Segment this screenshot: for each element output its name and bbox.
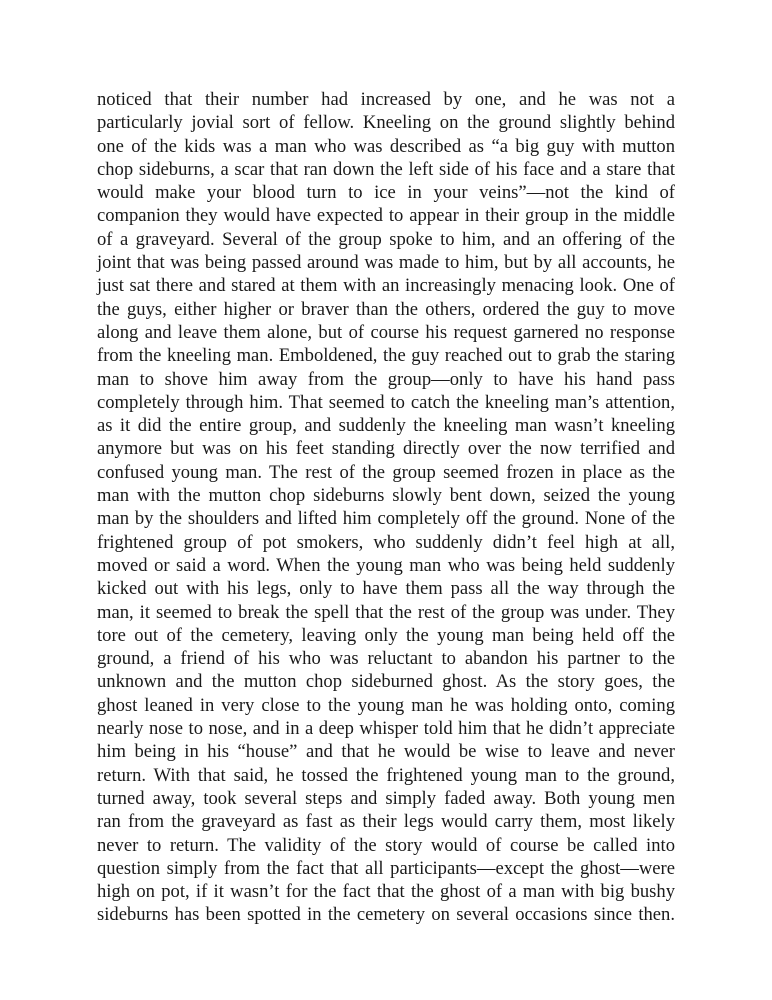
text-line: of a graveyard. Several of the group spoke to him, and an offering of the [97, 228, 675, 250]
text-line: along and leave them alone, but of course his request garnered no response [97, 321, 675, 343]
text-line: man, it seemed to break the spell that the rest of the group was under. They [97, 601, 675, 623]
text-line: ground, a friend of his who was reluctant to abandon his partner to the [97, 648, 675, 670]
text-line: just sat there and stared at them with an increasingly menacing look. One of [97, 275, 675, 297]
text-line: man by the shoulders and lifted him completely off the ground. None of the [97, 508, 675, 530]
text-line: ghost leaned in very close to the young man he was holding onto, coming [97, 694, 675, 716]
text-line: tore out of the cemetery, leaving only the young man being held off the [97, 624, 675, 646]
body-text [97, 88, 675, 927]
text-line: nearly nose to nose, and in a deep whisper told him that he didn’t appreciate [97, 718, 675, 740]
text-line: him being in his “house” and that he would be wise to leave and never [97, 741, 675, 763]
text-line: joint that was being passed around was made to him, but by all accounts, he [97, 252, 675, 274]
text-line: ran from the graveyard as fast as their legs would carry them, most likely [97, 811, 675, 833]
text-line: as it did the entire group, and suddenly the kneeling man wasn’t kneeling [97, 415, 675, 437]
text-line: completely through him. That seemed to catch the kneeling man’s attention, [97, 391, 675, 413]
text-line: kicked out with his legs, only to have them pass all the way through the [97, 578, 675, 600]
text-line: chop sideburns, a scar that ran down the left side of his face and a stare that [97, 158, 675, 180]
text-line: high on pot, if it wasn’t for the fact that the ghost of a man with big bushy [97, 881, 675, 903]
text-line: man with the mutton chop sideburns slowly bent down, seized the young [97, 485, 675, 507]
text-line: anymore but was on his feet standing directly over the now terrified and [97, 438, 675, 460]
text-line: the guys, either higher or braver than the others, ordered the guy to move [97, 298, 675, 320]
text-line: turned away, took several steps and simply faded away. Both young men [97, 787, 675, 809]
text-line: companion they would have expected to appear in their group in the middle [97, 205, 675, 227]
text-line: confused young man. The rest of the group seemed frozen in place as the [97, 461, 675, 483]
text-line: from the kneeling man. Emboldened, the guy reached out to grab the staring [97, 345, 675, 367]
text-line: sideburns has been spotted in the cemetery on several occasions since then. [97, 904, 675, 926]
text-line: return. With that said, he tossed the frightened young man to the ground, [97, 764, 675, 786]
text-line: particularly jovial sort of fellow. Kneeling on the ground slightly behind [97, 112, 675, 134]
text-line: man to shove him away from the group—only to have his hand pass [97, 368, 675, 390]
text-line: unknown and the mutton chop sideburned ghost. As the story goes, the [97, 671, 675, 693]
text-line: noticed that their number had increased by one, and he was not a [97, 89, 675, 110]
text-line: never to return. The validity of the story would of course be called into [97, 834, 675, 856]
text-line: question simply from the fact that all participants—except the ghost—were [97, 857, 675, 879]
text-line: frightened group of pot smokers, who suddenly didn’t feel high at all, [97, 531, 675, 553]
text-line: moved or said a word. When the young man who was being held suddenly [97, 554, 675, 576]
text-line: one of the kids was a man who was described as “a big guy with mutton [97, 135, 675, 157]
text-line: would make your blood turn to ice in your veins”—not the kind of [97, 182, 675, 204]
